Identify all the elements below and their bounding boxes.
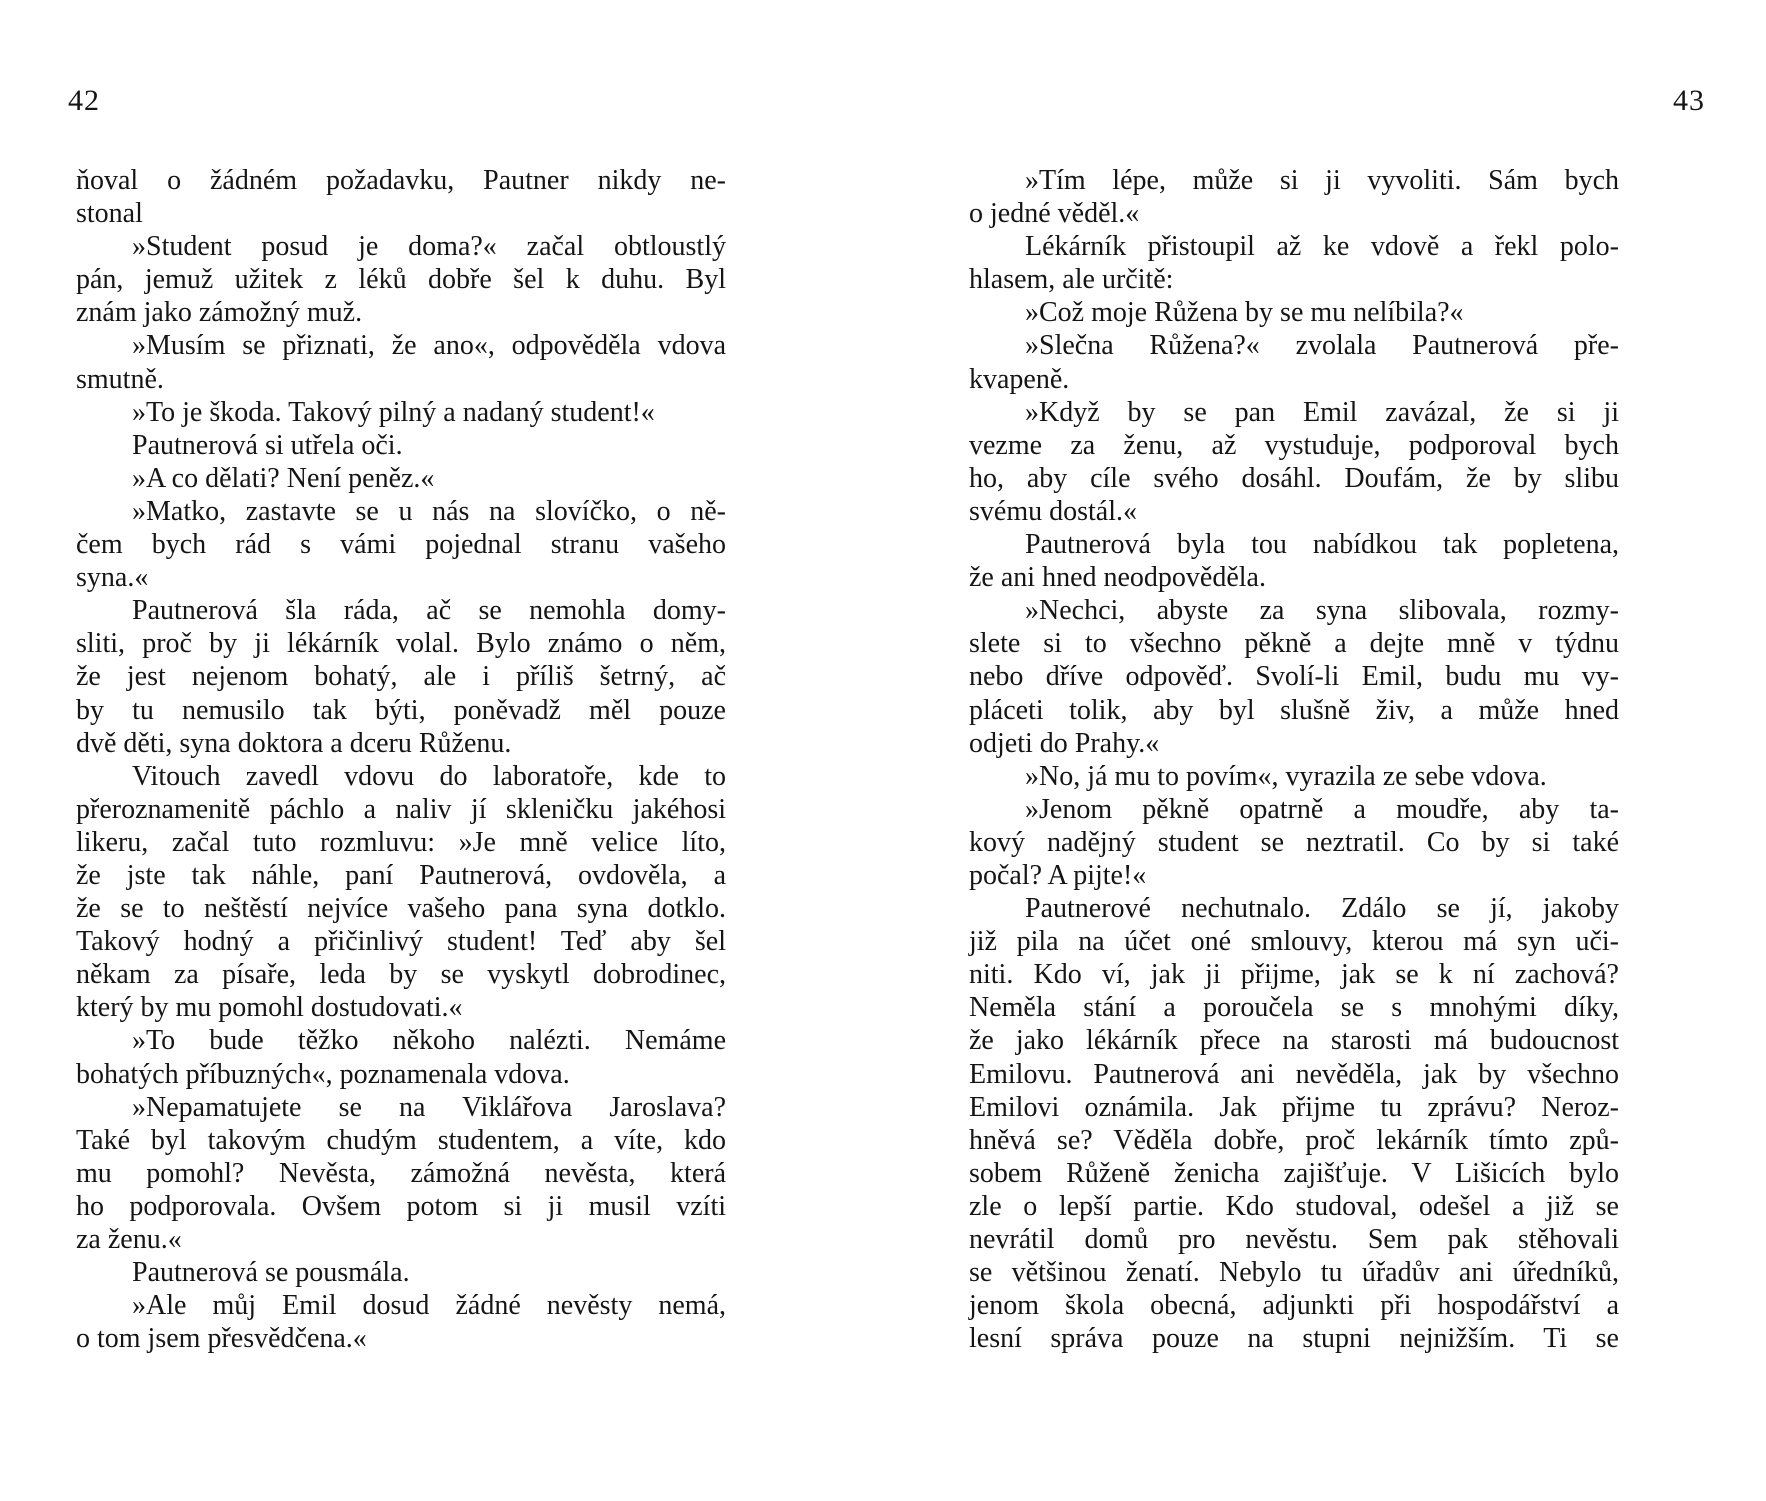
- text-line: syna.«: [76, 562, 149, 594]
- text-line: Emilovu. Pautnerová ani nevěděla, jak by všechno: [969, 1058, 1619, 1090]
- text-line: Pautnerová se pousmála.: [132, 1257, 410, 1289]
- text-line: Emilovi oznámila. Jak přijme tu zprávu? Neroz-: [969, 1091, 1619, 1123]
- text-line: že jest nejenom bohatý, ale i příliš šetrný, ač: [76, 661, 726, 693]
- text-line: že se to neštěstí nejvíce vašeho pana syna dotklo.: [76, 893, 726, 925]
- text-line: smutně.: [76, 363, 164, 395]
- page-text: [76, 164, 726, 1355]
- text-line: se většinou ženatí. Nebylo tu úřadův ani úředníků,: [969, 1257, 1619, 1289]
- text-line: sliti, proč by ji lékárník volal. Bylo známo o něm,: [76, 628, 726, 660]
- text-line: nevrátil domů pro nevěstu. Sem pak stěhovali: [969, 1224, 1619, 1255]
- text-line: »Student posud je doma?« začal obtloustlý: [132, 231, 726, 263]
- text-line: »Což moje Růžena by se mu nelíbila?«: [1025, 297, 1464, 329]
- text-line: že ani hned neodpověděla.: [969, 562, 1266, 594]
- text-line: Lékárník přistoupil až ke vdově a řekl polo-: [1025, 231, 1619, 263]
- text-line: ho, aby cíle svého dosáhl. Doufám, že by slibu: [969, 462, 1619, 494]
- text-line: svému dostál.«: [969, 495, 1137, 527]
- text-line: již pila na účet oné smlouvy, kterou má syn uči-: [969, 926, 1619, 958]
- text-line: za ženu.«: [76, 1224, 182, 1255]
- text-line: dvě děti, syna doktora a dceru Růženu.: [76, 727, 512, 759]
- page-number: 43: [1673, 84, 1705, 117]
- text-line: slete si to všechno pěkně a dejte mně v týdnu: [969, 628, 1619, 660]
- text-line: že jako lékárník přece na starosti má budoucnost: [969, 1025, 1619, 1057]
- text-line: který by mu pomohl dostudovati.«: [76, 992, 463, 1024]
- text-line: »Slečna Růžena?« zvolala Pautnerová pře-: [1025, 330, 1619, 362]
- text-line: Pautnerové nechutnalo. Zdálo se jí, jakoby: [1025, 893, 1619, 925]
- text-line: pláceti tolik, aby byl slušně živ, a může hned: [969, 694, 1619, 726]
- text-line: ho podporovala. Ovšem potom si ji musil vzíti: [76, 1190, 726, 1222]
- text-line: mu pomohl? Nevěsta, zámožná nevěsta, která: [76, 1157, 726, 1189]
- text-line: vezme za ženu, až vystuduje, podporoval bych: [969, 429, 1619, 461]
- text-line: »No, já mu to povím«, vyrazila ze sebe vdova.: [1025, 760, 1547, 792]
- text-line: sobem Růženě ženicha zajišťuje. V Lišicích bylo: [969, 1157, 1619, 1189]
- text-line: Neměla stání a poroučela se s mnohými díky,: [969, 992, 1619, 1024]
- text-line: »Matko, zastavte se u nás na slovíčko, o ně-: [132, 495, 726, 527]
- text-line: počal? A pijte!«: [969, 859, 1147, 891]
- text-line: likeru, začal tuto rozmluvu: »Je mně velice líto,: [76, 826, 726, 858]
- text-line: kový nadějný student se neztratil. Co by si také: [969, 826, 1619, 858]
- page-number: 42: [68, 84, 100, 117]
- text-line: nebo dříve odpověď. Svolí-li Emil, budu mu vy-: [969, 661, 1619, 693]
- right-page: [883, 0, 1766, 1501]
- text-line: Pautnerová byla tou nabídkou tak popletena,: [1025, 529, 1619, 561]
- page-text: [969, 164, 1619, 1355]
- text-line: jenom škola obecná, adjunkti při hospodářství a: [969, 1290, 1619, 1322]
- text-line: znám jako zámožný muž.: [76, 297, 363, 329]
- text-line: »Nepamatujete se na Viklářova Jaroslava?: [132, 1091, 726, 1123]
- text-line: »Musím se přiznati, že ano«, odpověděla vdova: [132, 330, 726, 362]
- text-line: někam za písaře, leda by se vyskytl dobrodinec,: [76, 959, 726, 991]
- text-line: pán, jemuž užitek z léků dobře šel k duhu. Byl: [76, 264, 726, 296]
- text-line: by tu nemusilo tak býti, poněvadž měl pouze: [76, 694, 726, 726]
- text-line: »Jenom pěkně opatrně a moudře, aby ta-: [1025, 793, 1619, 825]
- text-line: hněvá se? Věděla dobře, proč lekárník tímto způ-: [969, 1124, 1619, 1156]
- text-line: »A co dělati? Není peněz.«: [132, 462, 435, 494]
- text-line: Vitouch zavedl vdovu do laboratoře, kde to: [132, 760, 726, 792]
- text-line: »To je škoda. Takový pilný a nadaný student!«: [132, 396, 655, 428]
- text-line: »Ale můj Emil dosud žádné nevěsty nemá,: [132, 1290, 726, 1322]
- text-line: Také byl takovým chudým studentem, a víte, kdo: [76, 1124, 726, 1156]
- text-line: že jste tak náhle, paní Pautnerová, ovdověla, a: [76, 859, 726, 891]
- text-line: čem bych rád s vámi pojednal stranu vašeho: [76, 529, 726, 561]
- text-line: Takový hodný a přičinlivý student! Teď aby šel: [76, 926, 726, 958]
- text-line: Pautnerová si utřela oči.: [132, 429, 403, 461]
- text-line: hlasem, ale určitě:: [969, 264, 1174, 296]
- text-line: »Nechci, abyste za syna slibovala, rozmy-: [1025, 595, 1619, 627]
- text-line: o jedné věděl.«: [969, 198, 1140, 230]
- text-line: lesní správa pouze na stupni nejnižším. Ti se: [969, 1323, 1619, 1355]
- text-line: »Tím lépe, může si ji vyvoliti. Sám bych: [1025, 165, 1619, 196]
- text-line: zle o lepší partie. Kdo studoval, odešel a již se: [969, 1190, 1619, 1222]
- text-line: stonal: [76, 198, 143, 230]
- text-line: kvapeně.: [969, 363, 1070, 395]
- text-line: o tom jsem přesvědčena.«: [76, 1323, 367, 1355]
- text-line: bohatých příbuzných«, poznamenala vdova.: [76, 1058, 570, 1090]
- text-line: »To bude těžko někoho nalézti. Nemáme: [132, 1025, 726, 1057]
- text-line: odjeti do Prahy.«: [969, 727, 1160, 759]
- text-line: niti. Kdo ví, jak ji přijme, jak se k ní zachová?: [969, 959, 1619, 991]
- text-line: přeroznamenitě páchlo a naliv jí skleničku jakéhosi: [76, 793, 726, 825]
- text-line: ňoval o žádném požadavku, Pautner nikdy ne-: [76, 165, 726, 196]
- text-line: »Když by se pan Emil zavázal, že si ji: [1025, 396, 1619, 428]
- text-line: Pautnerová šla ráda, ač se nemohla domy-: [132, 595, 726, 627]
